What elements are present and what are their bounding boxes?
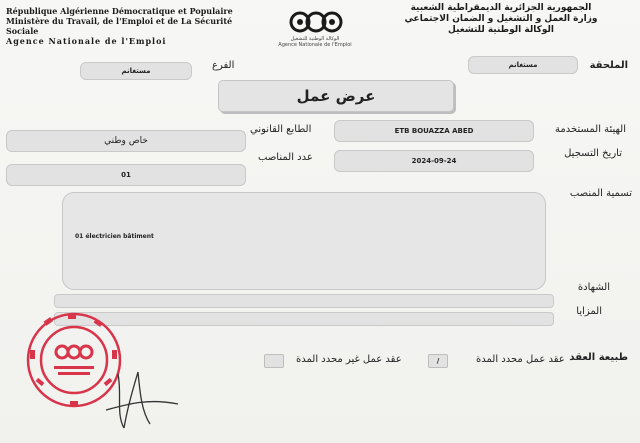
- positions-count-label: عدد المناصب: [258, 152, 313, 163]
- signature-icon: [98, 364, 188, 434]
- indefinite-term-checkbox: [264, 354, 284, 368]
- header-fr-line1: République Algérienne Démocratique et Populaire: [6, 6, 233, 16]
- header-french: [6, 6, 266, 46]
- benefits-label: المزايا: [576, 306, 602, 317]
- header-arabic: [370, 3, 632, 36]
- employer-label: الهيئة المستخدمة: [555, 124, 626, 135]
- fixed-term-checkbox: /: [428, 354, 448, 368]
- certificate-label: الشهادة: [577, 282, 610, 293]
- registration-date-field: 2024-09-24: [334, 150, 534, 172]
- benefits-field: [54, 312, 554, 326]
- branch-label: الفرع: [212, 60, 235, 71]
- certificate-field: [54, 294, 554, 308]
- header-ar-line1: الجمهورية الجزائرية الديمقراطية الشعبية: [410, 3, 592, 13]
- positions-count-field: 01: [6, 164, 246, 186]
- header-ar-line3: الوكالة الوطنية للتشغيل: [448, 25, 554, 35]
- indefinite-term-label: عقد عمل غير محدد المدة: [296, 354, 402, 365]
- header-fr-line3: Agence Nationale de l'Emploi: [6, 36, 167, 46]
- contract-type-label: طبيعة العقد: [569, 352, 628, 363]
- branch-field: مستغانم: [80, 62, 192, 80]
- header-fr-line2: Ministère du Travail, de l'Emploi et de La Sécurité Sociale: [6, 16, 233, 36]
- logo-caption-fr: Agence Nationale de l'Emploi: [278, 42, 352, 48]
- legal-status-label: الطابع القانوني: [250, 124, 312, 135]
- legal-status-field: خاص وطني: [6, 130, 246, 152]
- document-title: عرض عمل: [218, 80, 454, 112]
- logo-caption-ar: الوكالة الوطنية للتشغيل: [290, 36, 340, 42]
- employer-field: ETB BOUAZZA ABED: [334, 120, 534, 142]
- annex-field: مستغانم: [468, 56, 578, 74]
- registration-date-label: تاريخ التسجيل: [564, 148, 622, 159]
- post-title-label: تسمية المنصب: [569, 188, 632, 199]
- post-title-box: [62, 192, 546, 290]
- fixed-term-label: عقد عمل محدد المدة: [476, 354, 565, 365]
- annex-label: الملحقة: [589, 60, 628, 71]
- logo-caption: [270, 36, 360, 48]
- post-title-value: 01 électricien bâtiment: [75, 233, 154, 240]
- header-ar-line2: وزارة العمل و التشغيل و الضمان الاجتماعي: [404, 14, 598, 24]
